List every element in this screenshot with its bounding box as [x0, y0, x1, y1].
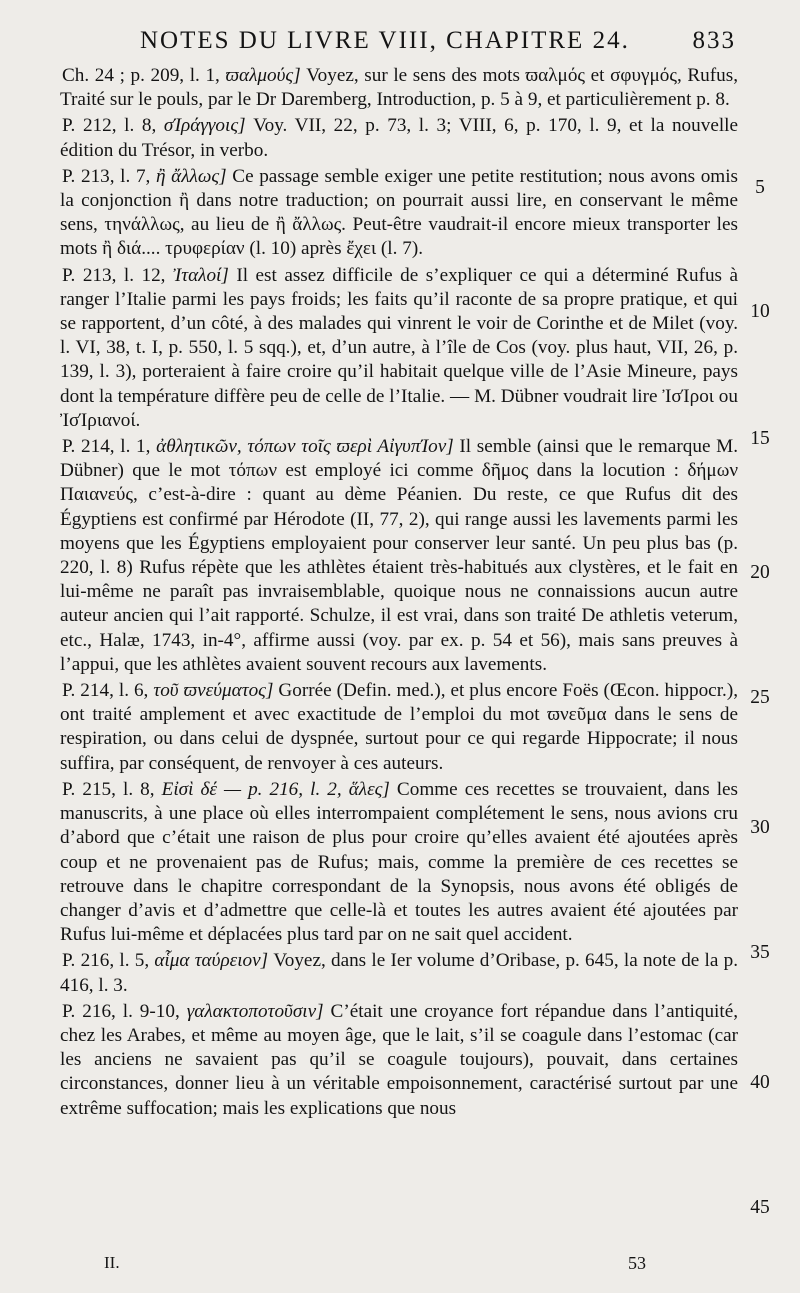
volume-mark: II.: [104, 1253, 120, 1272]
notes-body: [60, 64, 738, 1123]
note-paragraph: [60, 264, 738, 433]
line-number: 30: [750, 817, 770, 838]
note-lemma: Ἰταλοί]: [172, 264, 229, 286]
line-number: 15: [750, 428, 770, 449]
note-text: Ce passage semble exiger une petite restitution; nous avons omis la conjonction ἢ dans notre traduction; on pourrait aussi lire, en conservant le même sens, τηνάλλως, au lieu de ἢ ἄλλως. Peut-être vaudrait-il encore mieux transporter les mots ἢ διά.... τρυφερίαν (l. 10) après ἔχει (l. 7).: [60, 165, 739, 260]
signature-mark: 53: [628, 1253, 646, 1273]
line-number: 35: [750, 942, 770, 963]
note-reference: P. 215, l. 8,: [62, 778, 155, 800]
note-lemma: Εἰσὶ δέ — p. 216, l. 2, ἅλες]: [161, 778, 390, 800]
note-reference: P. 216, l. 5,: [62, 950, 150, 972]
running-header: [140, 24, 736, 58]
note-lemma: τοῦ ϖνεύματος]: [153, 680, 274, 702]
note-reference: P. 213, l. 7,: [62, 165, 151, 187]
note-paragraph: [60, 1000, 738, 1121]
note-text: Voyez, sur le sens des mots ϖαλμός et σφυγμός, Rufus, Traité sur le pouls, par le Dr Daremberg, Introduction, p. 5 à 9, et particulièrement p. 8.: [60, 65, 738, 111]
line-number: 45: [750, 1197, 770, 1218]
note-lemma: αἷμα ταύρειον]: [154, 950, 269, 972]
page-number: 833: [692, 27, 736, 54]
note-lemma: ἢ ἄλλως]: [155, 165, 227, 187]
note-reference: P. 212, l. 8,: [62, 115, 157, 137]
note-text: Comme ces recettes se trouvaient, dans les manuscrits, à une place où elles interrompaient complétement le sens, nous avions cru d’abord que c’était une raison de plus pour croire qu’elles avaient été ajoutées après coup et ne provenaient pas de Rufus; mais, comme la première de ces recettes se retrouve dans le chapitre correspondant de la Synopsis, nous avons été obligés de changer d’avis et d’admettre que celle-là et toutes les autres avaient été ajoutées par Rufus lui-même et déplacées plus tard par on ne sait quel accident.: [60, 778, 739, 946]
note-reference: Ch. 24 ; p. 209, l. 1,: [62, 65, 220, 86]
note-paragraph: [60, 679, 738, 776]
note-text: Gorrée (Defin. med.), et plus encore Foës (Œcon. hippocr.), ont traité amplement et avec exactitude de l’emploi du mot ϖνεῦμα dans le sens de respiration, ou dans celui de dyspnée, surtout pour ce qui regarde Hippocrate; il nous suffira, par conséquent, de renvoyer à ces auteurs.: [60, 680, 739, 774]
line-number: 20: [750, 562, 770, 583]
note-reference: P. 216, l. 9-10,: [62, 1000, 180, 1022]
note-paragraph: [60, 165, 738, 262]
line-number: 40: [750, 1072, 770, 1093]
note-reference: P. 214, l. 1,: [62, 436, 151, 458]
note-reference: P. 213, l. 12,: [62, 264, 166, 286]
note-lemma: σΊράγγοις]: [163, 115, 246, 137]
line-number: 25: [750, 687, 770, 708]
note-text: Voy. VII, 22, p. 73, l. 3; VIII, 6, p. 170, l. 9, et la nouvelle édition du Trésor, in verbo.: [60, 115, 739, 161]
note-text: Voyez, dans le Ier volume d’Oribase, p. 645, la note de la p. 416, l. 3.: [60, 950, 739, 996]
page-footer: [104, 1253, 744, 1277]
note-paragraph: [60, 435, 738, 677]
note-paragraph: [60, 114, 738, 162]
note-reference: P. 214, l. 6,: [62, 680, 149, 702]
note-text: C’était une croyance fort répandue dans l’antiquité, chez les Arabes, et même au moyen âge, que le lait, s’il se coagule dans l’estomac (car les anciens ne savaient pas qu’il se coagule toujours), pouvait, dans certaines circonstances, donner lieu à un véritable empoisonnement, caractérisé surtout par une extrême suffocation; mais les explications que nous: [60, 1000, 739, 1119]
note-paragraph: [60, 64, 738, 112]
note-lemma: γαλακτοποτοῦσιν]: [186, 1000, 324, 1022]
note-lemma: ἀθλητικῶν, τόπων τοῖς ϖερὶ ΑἰγυπΊον]: [156, 436, 454, 458]
line-number: 10: [750, 301, 770, 322]
note-text: Il semble (ainsi que le remarque M. Dübner) que le mot τόπων est employé ici comme δῆμος dans la locution : δήμων Παιανεύς, c’est-à-dire : quant au dème Péanien. Du reste, ce que Rufus dit des Égyptiens est confirmé par Hérodote (II, 77, 2), qui range aussi les lavements parmi les moyens que les Égyptiens employaient pour conserver leur santé. Un peu plus bas (p. 220, l. 8) Rufus répète que les athlètes étaient très-habitués aux clystères, et le fait en lui-même ne paraît pas invraisemblable, quoique nous ne connaissions aucun autre auteur ancien qui l’ait rapporté. Schulze, il est vrai, dans son traité De athletis veterum, etc., Halæ, 1743, in-4°, affirme aussi (voy. par ex. p. 54 et 56), mais sans preuves à l’appui, que les athlètes avaient souvent recours aux lavements.: [60, 436, 738, 675]
note-paragraph: [60, 949, 738, 997]
line-number: 5: [755, 177, 765, 198]
note-lemma: ϖαλμούς]: [225, 65, 301, 86]
header-title: NOTES DU LIVRE VIII, CHAPITRE 24.: [140, 27, 630, 54]
note-text: Il est assez difficile de s’expliquer ce qui a déterminé Rufus à ranger l’Italie parmi les pays froids; les faits qu’il raconte de sa propre pratique, et qui se rapportent, d’un côté, à des malades qui vinrent le voir de Corinthe et de Milet (voy. l. VI, 38, t. I, p. 550, l. 5 sqq.), et, d’un autre, à l’île de Cos (voy. plus haut, VII, 26, p. 139, l. 3), porteraient à faire croire qu’il habitait quelque ville de l’Asie Mineure, pays dont la température diffère peu de celle de l’Italie. — M. Dübner voudrait lire ἸσΊροι ou ἸσΊριανοί.: [60, 264, 739, 431]
note-paragraph: [60, 778, 738, 947]
